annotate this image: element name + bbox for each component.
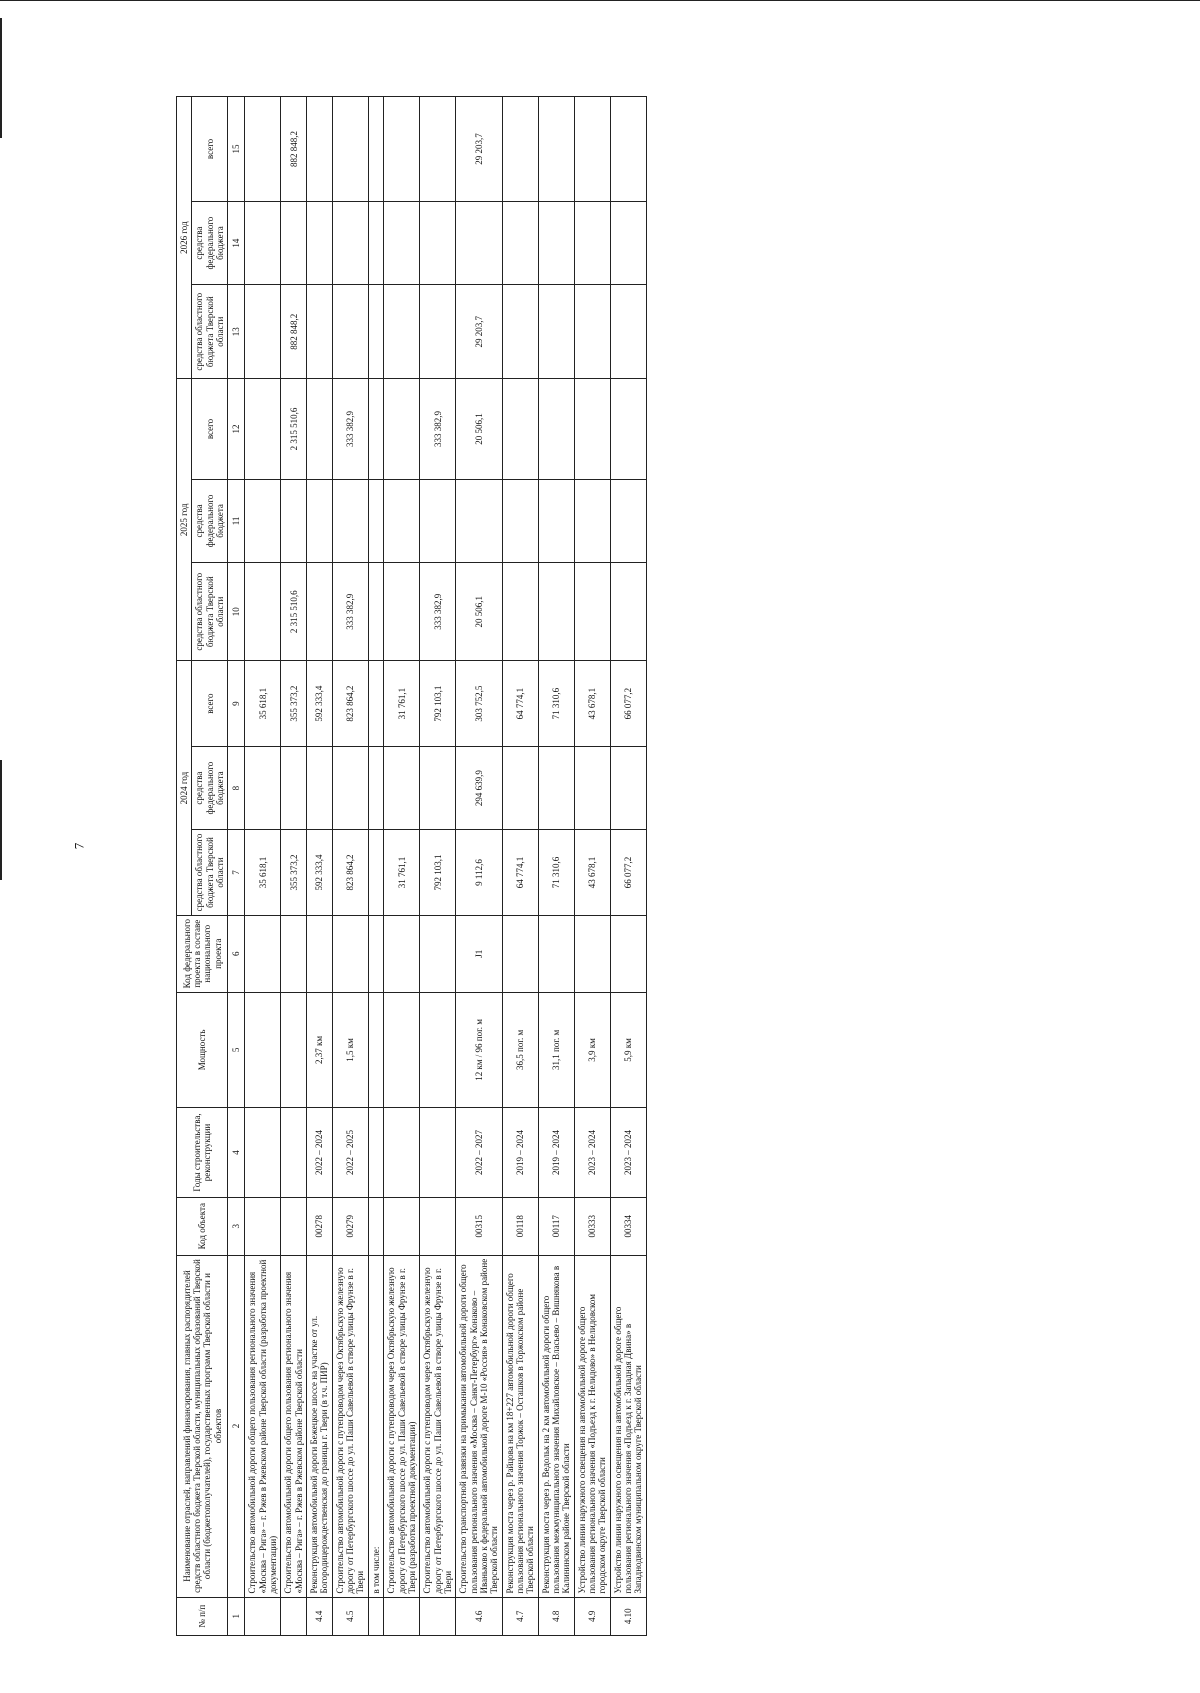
table-row: [538, 97, 574, 1636]
total-2025: [368, 379, 383, 479]
capacity: 3,9 км: [574, 992, 610, 1107]
regional-2026: [538, 285, 574, 379]
row-number: 4.7: [502, 1597, 538, 1635]
object-code: 00118: [502, 1197, 538, 1255]
regional-2025: 333 382,9: [420, 563, 456, 661]
construction-years: 2019 – 2024: [502, 1108, 538, 1198]
table-row: [368, 97, 383, 1636]
column-number-cell: 9: [228, 661, 245, 747]
table-body: [245, 97, 646, 1636]
federal-project-code: [420, 915, 456, 992]
row-number: [384, 1597, 420, 1635]
regional-2026: [574, 285, 610, 379]
row-number: [420, 1597, 456, 1635]
total-2026: [610, 97, 646, 202]
table-row: [502, 97, 538, 1636]
federal-2026: [420, 201, 456, 284]
sub-federal-2026: средства федерального бюджета: [192, 201, 228, 284]
federal-project-code: [384, 915, 420, 992]
federal-2024: [332, 746, 368, 829]
column-number-cell: 7: [228, 830, 245, 915]
federal-2025: [281, 479, 307, 562]
federal-project-code: J1: [456, 915, 502, 992]
regional-2024: 592 333,4: [307, 830, 333, 915]
total-2026: [420, 97, 456, 202]
construction-years: [245, 1108, 281, 1198]
total-2026: [502, 97, 538, 202]
regional-2024: 792 103,1: [420, 830, 456, 915]
object-name: Устройство линии наружного освещения на автомобильной дороге общего пользования регионального значения «Подъезд к г. Нелидово» в Нелидовском городском округе Тверской области: [574, 1255, 610, 1597]
column-number-cell: 4: [228, 1108, 245, 1198]
federal-project-code: [502, 915, 538, 992]
table-row: [281, 97, 307, 1636]
object-code: 00278: [307, 1197, 333, 1255]
column-number-cell: 1: [228, 1597, 245, 1635]
object-code: [281, 1197, 307, 1255]
total-2024: 303 752,5: [456, 661, 502, 747]
capacity: 5,9 км: [610, 992, 646, 1107]
regional-2026: [307, 285, 333, 379]
header-year-2024: 2024 год: [177, 661, 192, 915]
page-number: 7: [71, 842, 87, 850]
capacity: 36,5 пог. м: [502, 992, 538, 1107]
object-name: Реконструкция моста через р. Ведольк на 2 км автомобильной дороги общего пользования межмуниципального значения Михайловское – Власьево – Вишнякова в Калининском районе Тверской области: [538, 1255, 574, 1597]
header-capacity: Мощность: [177, 992, 228, 1107]
federal-2024: [574, 746, 610, 829]
federal-2025: [420, 479, 456, 562]
regional-2024: 64 774,1: [502, 830, 538, 915]
regional-2024: 43 678,1: [574, 830, 610, 915]
capacity: 31,1 пог. м: [538, 992, 574, 1107]
sub-regional-2024: средства областного бюджета Тверской области: [192, 830, 228, 915]
column-number-cell: 12: [228, 379, 245, 479]
federal-project-code: [368, 915, 383, 992]
total-2026: [332, 97, 368, 202]
scan-edge-top: [0, 0, 1200, 1]
total-2024: 64 774,1: [502, 661, 538, 747]
federal-2025: [538, 479, 574, 562]
federal-2025: [574, 479, 610, 562]
row-number: 4.6: [456, 1597, 502, 1635]
object-name: Строительство транспортной развязки на примыкании автомобильной дороги общего пользования регионального значения «Москва – Санкт-Петербург» Конаково – Иваньково к федеральной автомобильной дороге М-10 «Россия» в Конаковском районе Тверской области: [456, 1255, 502, 1597]
row-number: 4.4: [307, 1597, 333, 1635]
object-name: Строительство автомобильной дороги с путепроводом через Октябрьскую железную дорогу от Петербургского шоссе до ул. Паши Савельевой в створе улицы Фрунзе в г. Твери: [332, 1255, 368, 1597]
regional-2026: [610, 285, 646, 379]
construction-years: 2022 – 2027: [456, 1108, 502, 1198]
regional-2025: 20 506,1: [456, 563, 502, 661]
total-2026: 29 203,7: [456, 97, 502, 202]
construction-years: [281, 1108, 307, 1198]
federal-2024: [502, 746, 538, 829]
total-2026: 882 848,2: [281, 97, 307, 202]
header-code: Код объекта: [177, 1197, 228, 1255]
row-number: [281, 1597, 307, 1635]
object-name: Строительство автомобильной дороги с путепроводом через Октябрьскую железную дорогу от Петербургского шоссе до ул. Паши Савельевой в створе улицы Фрунзе в г. Твери (разработка проектной документации): [384, 1255, 420, 1597]
federal-2025: [502, 479, 538, 562]
column-number-cell: 11: [228, 479, 245, 562]
federal-2025: [610, 479, 646, 562]
sub-total-2025: всего: [192, 379, 228, 479]
federal-2026: [332, 201, 368, 284]
object-code: 00333: [574, 1197, 610, 1255]
object-code: 00315: [456, 1197, 502, 1255]
federal-2024: 294 639,9: [456, 746, 502, 829]
total-2024: 66 077,2: [610, 661, 646, 747]
regional-2024: [368, 830, 383, 915]
capacity: 12 км / 96 пог. м: [456, 992, 502, 1107]
regional-2025: 333 382,9: [332, 563, 368, 661]
federal-2025: [245, 479, 281, 562]
funding-table: [176, 96, 647, 1636]
federal-2024: [420, 746, 456, 829]
regional-2024: 66 077,2: [610, 830, 646, 915]
capacity: [384, 992, 420, 1107]
total-2025: 333 382,9: [332, 379, 368, 479]
total-2026: [307, 97, 333, 202]
row-number: [368, 1597, 383, 1635]
object-name: Устройство линии наружного освещения на автомобильной дороге общего пользования регионального значения «Подъезд к г. Западная Двина» в Западнодвинском муниципальном округе Тверской области: [610, 1255, 646, 1597]
object-name: в том числе:: [368, 1255, 383, 1597]
object-name: Реконструкция автомобильной дороги Бежецкое шоссе на участке от ул. Богородицерождественская до границы г. Твери (в т.ч. ПИР): [307, 1255, 333, 1597]
federal-project-code: [245, 915, 281, 992]
construction-years: [384, 1108, 420, 1198]
table-row: [245, 97, 281, 1636]
total-2024: 355 373,2: [281, 661, 307, 747]
capacity: [420, 992, 456, 1107]
construction-years: 2022 – 2025: [332, 1108, 368, 1198]
column-number-cell: 3: [228, 1197, 245, 1255]
table-row: [420, 97, 456, 1636]
total-2024: 592 333,4: [307, 661, 333, 747]
regional-2025: [368, 563, 383, 661]
row-number: 4.9: [574, 1597, 610, 1635]
regional-2025: [307, 563, 333, 661]
row-number: 4.8: [538, 1597, 574, 1635]
regional-2026: 29 203,7: [456, 285, 502, 379]
federal-2026: [384, 201, 420, 284]
federal-2026: [610, 201, 646, 284]
regional-2024: 35 618,1: [245, 830, 281, 915]
table-row: [610, 97, 646, 1636]
federal-project-code: [610, 915, 646, 992]
sub-regional-2025: средства областного бюджета Тверской области: [192, 563, 228, 661]
sub-total-2026: всего: [192, 97, 228, 202]
federal-2024: [245, 746, 281, 829]
capacity: [281, 992, 307, 1107]
total-2025: [245, 379, 281, 479]
regional-2026: [332, 285, 368, 379]
federal-project-code: [332, 915, 368, 992]
regional-2024: 9 112,6: [456, 830, 502, 915]
object-code: [420, 1197, 456, 1255]
regional-2024: 355 373,2: [281, 830, 307, 915]
federal-2024: [384, 746, 420, 829]
federal-2025: [368, 479, 383, 562]
federal-2026: [456, 201, 502, 284]
column-number-cell: 5: [228, 992, 245, 1107]
total-2024: 792 103,1: [420, 661, 456, 747]
federal-project-code: [281, 915, 307, 992]
object-name: Строительство автомобильной дороги общего пользования регионального значения «Москва – Рига» – г. Ржев в Ржевском районе Тверской области (разработка проектной документации): [245, 1255, 281, 1597]
federal-2025: [332, 479, 368, 562]
regional-2025: [384, 563, 420, 661]
column-number-cell: 8: [228, 746, 245, 829]
federal-2026: [245, 201, 281, 284]
federal-project-code: [307, 915, 333, 992]
object-code: [368, 1197, 383, 1255]
object-name: Строительство автомобильной дороги общего пользования регионального значения «Москва – Рига» – г. Ржев в Ржевском районе Тверской области: [281, 1255, 307, 1597]
column-number-cell: 13: [228, 285, 245, 379]
object-code: [384, 1197, 420, 1255]
regional-2025: [610, 563, 646, 661]
federal-2024: [610, 746, 646, 829]
construction-years: 2023 – 2024: [574, 1108, 610, 1198]
object-name: Строительство автомобильной дороги с путепроводом через Октябрьскую железную дорогу от Петербургского шоссе до ул. Паши Савельевой в створе улицы Фрунзе в г. Твери: [420, 1255, 456, 1597]
federal-2026: [281, 201, 307, 284]
federal-project-code: [574, 915, 610, 992]
regional-2024: 823 864,2: [332, 830, 368, 915]
column-number-cell: 14: [228, 201, 245, 284]
regional-2025: [538, 563, 574, 661]
federal-project-code: [538, 915, 574, 992]
table-row: [574, 97, 610, 1636]
regional-2026: [245, 285, 281, 379]
total-2025: 20 506,1: [456, 379, 502, 479]
federal-2024: [368, 746, 383, 829]
total-2024: [368, 661, 383, 747]
total-2025: 333 382,9: [420, 379, 456, 479]
column-number-cell: 6: [228, 915, 245, 992]
regional-2026: [502, 285, 538, 379]
capacity: 1,5 км: [332, 992, 368, 1107]
total-2024: 35 618,1: [245, 661, 281, 747]
construction-years: [368, 1108, 383, 1198]
total-2024: 31 761,1: [384, 661, 420, 747]
regional-2025: [245, 563, 281, 661]
header-no: № п/п: [177, 1597, 228, 1635]
object-code: 00334: [610, 1197, 646, 1255]
sub-total-2024: всего: [192, 661, 228, 747]
capacity: [245, 992, 281, 1107]
total-2025: [610, 379, 646, 479]
rotated-table-wrapper: [176, 96, 647, 1636]
scan-edge-left-top: [0, 18, 2, 138]
construction-years: 2022 – 2024: [307, 1108, 333, 1198]
header-years: Годы строительства, реконструкции: [177, 1108, 228, 1198]
total-2026: [245, 97, 281, 202]
scan-edge-left-mid: [0, 760, 2, 880]
total-2024: 71 310,6: [538, 661, 574, 747]
regional-2026: [384, 285, 420, 379]
table-row: [456, 97, 502, 1636]
header-year-2025: 2025 год: [177, 379, 192, 661]
federal-2025: [456, 479, 502, 562]
federal-2026: [574, 201, 610, 284]
row-number: 4.10: [610, 1597, 646, 1635]
object-name: Реконструкция моста через р. Райцова на км 18+227 автомобильной дороги общего пользования регионального значения Торжок – Осташков в Торжокском районе Тверской области: [502, 1255, 538, 1597]
row-number: 4.5: [332, 1597, 368, 1635]
construction-years: [420, 1108, 456, 1198]
object-code: [245, 1197, 281, 1255]
regional-2025: [574, 563, 610, 661]
federal-2024: [281, 746, 307, 829]
header-year-2026: 2026 год: [177, 97, 192, 379]
total-2025: [384, 379, 420, 479]
total-2025: [538, 379, 574, 479]
table-row: [384, 97, 420, 1636]
sub-regional-2026: средства областного бюджета Тверской области: [192, 285, 228, 379]
column-number-cell: 2: [228, 1255, 245, 1597]
capacity: [368, 992, 383, 1107]
total-2025: 2 315 510,6: [281, 379, 307, 479]
federal-2024: [538, 746, 574, 829]
total-2026: [384, 97, 420, 202]
regional-2024: 31 761,1: [384, 830, 420, 915]
regional-2026: [368, 285, 383, 379]
regional-2025: 2 315 510,6: [281, 563, 307, 661]
sub-federal-2024: средства федерального бюджета: [192, 746, 228, 829]
header-name: Наименование отраслей, направлений финансирования, главных распорядителей средств областного бюджета Тверской области, муниципальных образований Тверской области (бюджетополучателей), государственных программ Тверской области и объектов: [177, 1255, 228, 1597]
total-2025: [574, 379, 610, 479]
table-row: [307, 97, 333, 1636]
construction-years: 2019 – 2024: [538, 1108, 574, 1198]
total-2026: [368, 97, 383, 202]
sub-federal-2025: средства федерального бюджета: [192, 479, 228, 562]
total-2025: [307, 379, 333, 479]
table-row: [332, 97, 368, 1636]
regional-2025: [502, 563, 538, 661]
column-number-row: [228, 97, 245, 1636]
federal-2026: [538, 201, 574, 284]
regional-2024: 71 310,6: [538, 830, 574, 915]
construction-years: 2023 – 2024: [610, 1108, 646, 1198]
federal-2026: [307, 201, 333, 284]
total-2026: [538, 97, 574, 202]
capacity: 2,37 км: [307, 992, 333, 1107]
column-number-cell: 15: [228, 97, 245, 202]
column-number-cell: 10: [228, 563, 245, 661]
federal-2025: [307, 479, 333, 562]
total-2024: 823 864,2: [332, 661, 368, 747]
regional-2026: [420, 285, 456, 379]
total-2024: 43 678,1: [574, 661, 610, 747]
header-fed-code: Код федерального проекта в составе национального проекта: [177, 915, 228, 992]
federal-2024: [307, 746, 333, 829]
regional-2026: 882 848,2: [281, 285, 307, 379]
federal-2025: [384, 479, 420, 562]
object-code: 00117: [538, 1197, 574, 1255]
object-code: 00279: [332, 1197, 368, 1255]
federal-2026: [502, 201, 538, 284]
total-2026: [574, 97, 610, 202]
row-number: [245, 1597, 281, 1635]
federal-2026: [368, 201, 383, 284]
total-2025: [502, 379, 538, 479]
